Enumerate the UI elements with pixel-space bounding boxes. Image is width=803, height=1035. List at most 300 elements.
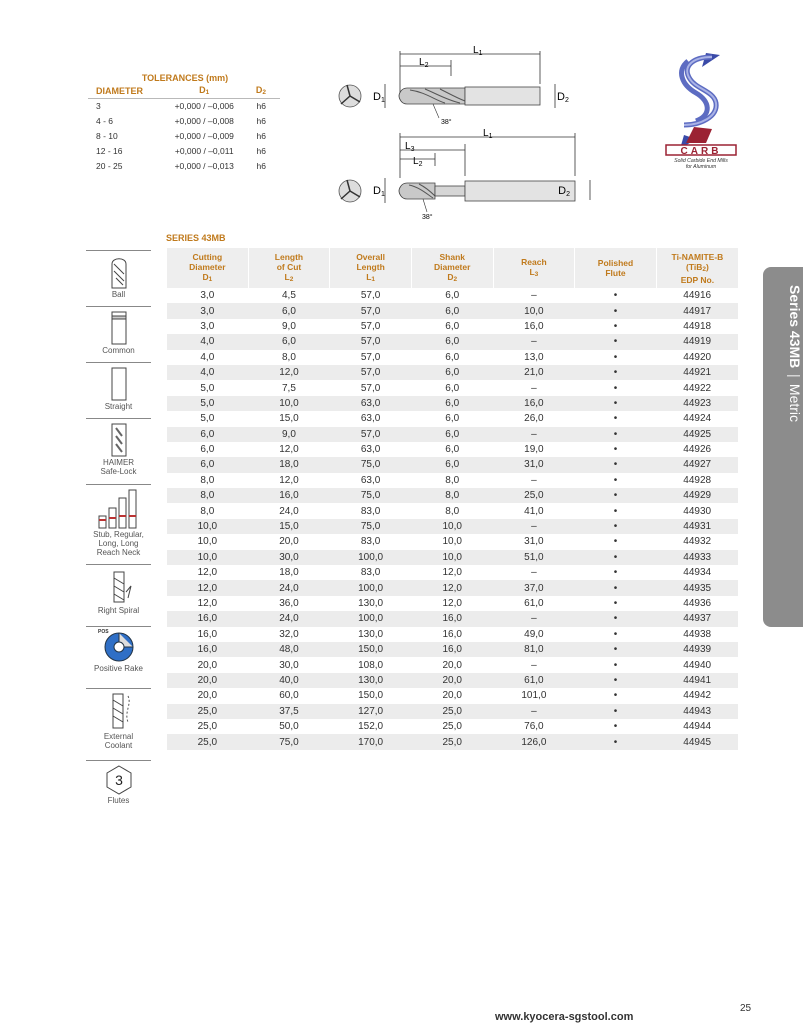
table-cell: • [613,351,618,363]
table-cell: 25,0 [197,721,218,733]
table-cell: 83,0 [360,536,381,548]
tol-row [88,99,280,115]
table-cell: 76,0 [524,721,544,733]
table-cell: 16,0 [167,642,249,657]
table-cell: 25,0 [442,721,462,733]
table-cell: 16,0 [493,396,575,411]
table-cell: 75,0 [248,734,330,749]
ball-endmill-end-view [339,85,361,107]
table-row [167,396,739,411]
table-cell: 44931 [656,519,738,534]
table-cell: 83,0 [360,505,381,517]
table-cell: 44926 [683,444,712,456]
tol-row [88,114,280,129]
table-cell: 13,0 [524,351,544,363]
table-cell: 44917 [656,303,738,318]
table-cell: 63,0 [360,413,381,425]
icon-right-spiral: Right Spiral [86,564,151,626]
reach-neck-icon [95,488,143,530]
table-cell: 44921 [656,365,738,380]
table-row [167,611,739,626]
table-cell: 32,0 [279,628,299,640]
table-cell: • [613,413,618,425]
table-cell: 16,0 [442,628,462,640]
table-cell: 3,0 [200,320,215,332]
icon-straight: Straight [86,362,151,418]
svg-text:Solid Carbide End Mills: Solid Carbide End Mills [674,158,728,164]
table-row [167,303,739,318]
table-cell: 44920 [683,351,712,363]
table-cell: 4,0 [167,334,249,349]
icon-reach: Stub, Regular, Long, Long Reach Neck [86,484,151,564]
table-cell: 37,0 [493,580,575,595]
external-coolant-icon [106,692,132,732]
table-cell: 130,0 [358,628,384,640]
table-cell: 8,0 [445,474,460,486]
table-cell: 57,0 [330,334,412,349]
svg-text:L1: $L_1$ [483,128,493,140]
table-cell: 31,0 [493,457,575,472]
table-row [167,488,739,503]
table-cell: 57,0 [360,290,381,302]
table-cell: 25,0 [493,488,575,503]
table-cell: – [493,611,575,626]
table-cell: 44934 [683,567,712,579]
table-cell: 41,0 [524,505,544,517]
table-cell: 15,0 [248,519,330,534]
table-cell: • [575,457,657,472]
table-cell: 20,0 [442,690,462,702]
table-cell: 150,0 [330,642,412,657]
table-cell: 10,0 [442,536,462,548]
table-row [167,334,739,349]
table-row [167,627,739,642]
table-cell: 6,0 [445,290,460,302]
tol-cell: 8 - 10 [96,131,118,141]
tol-cell: h6 [256,131,266,141]
positive-rake-icon [102,630,136,664]
svg-text:D2: D2 [557,91,569,104]
table-cell: • [575,673,657,688]
tol-cell: h6 [256,101,266,111]
table-cell: 44942 [683,690,712,702]
svg-text:L1: $L_1$ [473,45,483,57]
tol-cell: 3 [96,101,101,111]
header-polished-flute: Polished Flute [575,248,657,288]
straight-shank-icon [109,366,129,402]
table-cell: 44916 [683,290,712,302]
table-cell: • [613,444,618,456]
table-cell: 20,0 [197,690,218,702]
table-row [167,319,739,334]
table-cell: 44919 [656,334,738,349]
table-cell: 4,5 [282,290,296,302]
side-tab-text: Series 43MB|Metric [787,285,803,423]
table-row [167,473,739,488]
table-cell: 49,0 [524,628,544,640]
table-cell: 31,0 [524,536,544,548]
table-cell: 63,0 [360,474,381,486]
table-cell: • [575,427,657,442]
table-row [167,411,739,426]
haimer-safe-lock-icon [109,422,129,458]
table-cell: 44927 [656,457,738,472]
header-edp-no: Ti-NAMITE-B (TiB$_2$) EDP No. [656,248,738,288]
table-cell: 44941 [656,673,738,688]
table-cell: 100,0 [330,611,412,626]
table-cell: 5,0 [167,396,249,411]
tol-cell: 4 - 6 [96,116,114,126]
table-cell: 6,0 [167,427,249,442]
table-cell: 6,0 [445,320,460,332]
footer-url[interactable]: www.kyocera-sgstool.com [495,1011,634,1023]
table-cell: • [613,567,618,579]
table-cell: – [531,474,537,486]
table-cell: 63,0 [330,396,412,411]
table-cell: 8,0 [445,505,460,517]
table-cell: 4,0 [200,351,215,363]
table-cell: 6,0 [411,427,493,442]
table-cell: • [613,474,618,486]
tol-header-diameter: DIAMETER [88,84,163,99]
table-cell: 75,0 [330,519,412,534]
table-row [167,550,739,565]
table-cell: 6,0 [445,413,460,425]
table-cell: 16,0 [411,611,493,626]
table-cell: 152,0 [358,721,384,733]
table-cell: • [613,721,618,733]
table-cell: 6,0 [167,457,249,472]
table-row [167,380,739,395]
table-cell: 9,0 [282,320,296,332]
svg-text:L2: $L_2$ [419,57,429,69]
table-cell: 12,0 [248,365,330,380]
carb-logo [662,45,740,175]
table-cell: 130,0 [358,598,384,609]
table-cell: 3,0 [200,290,215,302]
table-cell: 12,0 [442,567,462,579]
header-overall-length: Overall Length $L_1$ [330,248,412,288]
series-label: SERIES 43MB [166,233,226,243]
table-row [167,565,739,580]
tol-row [88,144,280,159]
tolerances-table [88,84,280,174]
table-cell: 126,0 [493,734,575,749]
table-cell: 6,0 [411,396,493,411]
tol-cell: +0,000 / –0,008 [174,116,234,126]
table-cell: 16,0 [411,642,493,657]
table-row [167,519,739,534]
tol-header-d2: $D_2$ [246,84,280,99]
table-cell: 63,0 [360,444,381,456]
table-cell: 10,0 [197,536,218,548]
svg-text:3: 3 [114,772,123,788]
table-cell: 19,0 [524,444,544,456]
table-cell: 10,0 [411,519,493,534]
table-cell: 24,0 [279,505,299,517]
flutes-count-icon [103,764,135,796]
table-cell: 51,0 [493,550,575,565]
table-row [167,427,739,442]
table-cell: 44936 [683,598,712,609]
reach-endmill-body [399,181,575,201]
tol-cell: +0,000 / –0,009 [174,131,234,141]
table-cell: 50,0 [279,721,299,733]
table-cell: 12,0 [197,567,218,579]
table-cell: 12,0 [411,580,493,595]
table-cell: – [493,334,575,349]
table-cell: 6,0 [411,334,493,349]
table-cell: 8,0 [200,474,215,486]
table-cell: 10,0 [167,519,249,534]
svg-text:CARB: CARB [680,146,722,157]
tol-cell: 12 - 16 [96,146,123,156]
table-cell: 6,0 [445,382,460,394]
table-row [167,596,739,611]
table-cell: 18,0 [248,457,330,472]
table-cell: 16,0 [167,611,249,626]
table-cell: 44918 [683,320,712,332]
table-cell: 150,0 [358,690,384,702]
table-cell: • [613,505,618,517]
table-cell: – [493,704,575,719]
svg-text:D1: D1 [373,91,385,104]
icon-external-coolant: External Coolant [86,688,151,760]
table-cell: 21,0 [493,365,575,380]
table-cell: • [613,382,618,394]
table-cell: • [575,488,657,503]
table-cell: 8,0 [411,488,493,503]
table-cell: 26,0 [524,413,544,425]
table-cell: • [613,598,618,609]
table-cell: 15,0 [279,413,299,425]
icon-flutes: 3 Flutes [86,760,151,818]
table-cell: 81,0 [493,642,575,657]
svg-text:for Aluminum: for Aluminum [685,164,717,170]
table-cell: • [575,396,657,411]
table-row [167,288,739,303]
table-cell: 12,0 [442,598,462,609]
table-row [167,350,739,365]
icon-positive-rake: POS Positive Rake [86,626,151,688]
svg-text:D2: D2 [558,185,570,198]
table-row [167,642,739,657]
table-cell: 36,0 [279,598,299,609]
table-cell: 130,0 [330,673,412,688]
table-row [167,719,739,734]
table-cell: 10,0 [411,550,493,565]
table-cell: 16,0 [248,488,330,503]
tol-cell: 20 - 25 [96,161,123,171]
table-row [167,442,739,457]
table-cell: 44925 [656,427,738,442]
table-cell: 57,0 [330,303,412,318]
tol-cell: h6 [256,161,266,171]
tol-cell: h6 [256,116,266,126]
table-cell: • [613,290,618,302]
table-cell: 10,0 [493,303,575,318]
ball-endmill-body [399,87,540,105]
svg-text:D1: D1 [373,185,385,198]
table-cell: 6,0 [248,334,330,349]
table-cell: 20,0 [279,536,299,548]
table-cell: 16,0 [524,320,544,332]
table-cell: 6,0 [445,351,460,363]
table-cell: 57,0 [330,365,412,380]
table-cell: 18,0 [279,567,299,579]
table-row [167,657,739,672]
tol-cell: +0,000 / –0,011 [174,146,234,156]
table-cell: 6,0 [248,303,330,318]
table-cell: 44922 [683,382,712,394]
table-cell: 44932 [683,536,712,548]
table-cell: 6,0 [411,365,493,380]
table-cell: 44939 [656,642,738,657]
table-cell: 20,0 [411,673,493,688]
table-cell: 44945 [656,734,738,749]
header-cutting-diameter: Cutting Diameter $D_1$ [167,248,249,288]
table-cell: 44929 [656,488,738,503]
table-cell: 25,0 [167,704,249,719]
tol-cell: h6 [256,146,266,156]
table-cell: 44937 [656,611,738,626]
header-length-of-cut: Length of Cut $L_2$ [248,248,330,288]
table-cell: 9,0 [248,427,330,442]
table-cell: 44935 [656,580,738,595]
table-cell: • [575,334,657,349]
table-cell: 12,0 [167,580,249,595]
icon-ball: Ball [86,250,151,306]
table-cell: 44933 [656,550,738,565]
icon-haimer: HAIMER Safe-Lock [86,418,151,484]
table-cell: 12,0 [279,444,299,456]
table-cell: 5,0 [200,413,215,425]
table-row [167,503,739,518]
tol-cell: +0,000 / –0,006 [174,101,234,111]
table-cell: 25,0 [167,734,249,749]
tol-row [88,159,280,174]
reach-endmill-diagram [335,128,585,223]
table-cell: 44940 [683,659,712,671]
common-shank-icon [109,310,129,346]
product-table [166,248,738,750]
table-cell: • [575,550,657,565]
table-cell: 25,0 [411,734,493,749]
table-cell: • [575,303,657,318]
svg-text:L3: $L_3$ [405,141,415,153]
table-cell: 44930 [683,505,712,517]
page-number: 25 [740,1003,752,1014]
table-cell: • [575,704,657,719]
table-cell: • [613,690,618,702]
tol-cell: +0,000 / –0,013 [174,161,234,171]
table-cell: 108,0 [358,659,384,671]
table-cell: 12,0 [279,474,299,486]
table-cell: 12,0 [197,598,218,609]
feature-icons [86,250,151,818]
table-cell: 8,0 [282,351,296,363]
table-cell: 44928 [683,474,712,486]
table-cell: 5,0 [200,382,215,394]
table-cell: 6,0 [200,444,215,456]
table-cell: – [531,382,537,394]
table-cell: 101,0 [521,690,547,702]
table-row [167,734,739,749]
table-row [167,704,739,719]
table-row [167,457,739,472]
svg-text:38°: 38° [422,214,433,221]
table-cell: 57,0 [360,351,381,363]
table-cell: 44943 [656,704,738,719]
table-cell: 16,0 [197,628,218,640]
tol-header-d1: $D_1$ [163,84,246,99]
table-cell: 61,0 [493,673,575,688]
table-cell: 57,0 [360,320,381,332]
table-cell: 57,0 [360,382,381,394]
table-cell: 83,0 [360,567,381,579]
table-row [167,580,739,595]
table-cell: • [575,519,657,534]
table-cell: 44923 [656,396,738,411]
table-row [167,534,739,549]
table-cell: 7,5 [282,382,296,394]
table-cell: 100,0 [330,580,412,595]
reach-endmill-end-view [339,180,361,202]
table-cell: 20,0 [197,659,218,671]
table-cell: 40,0 [248,673,330,688]
ball-endmill-icon [109,254,129,290]
table-cell: 75,0 [330,488,412,503]
table-cell: 6,0 [411,303,493,318]
table-cell: 10,0 [167,550,249,565]
icon-common: Common [86,306,151,362]
table-cell: 44938 [683,628,712,640]
table-cell: • [575,580,657,595]
table-cell: 10,0 [248,396,330,411]
tolerances-title: TOLERANCES (mm) [141,73,229,83]
table-cell: 170,0 [330,734,412,749]
table-cell: • [613,536,618,548]
table-cell: 6,0 [445,444,460,456]
table-cell: 61,0 [524,598,544,609]
table-cell: 48,0 [248,642,330,657]
header-shank-diameter: Shank Diameter $D_2$ [411,248,493,288]
table-cell: • [575,365,657,380]
table-cell: 30,0 [279,659,299,671]
table-cell: 100,0 [330,550,412,565]
table-cell: – [531,567,537,579]
table-cell: 8,0 [167,488,249,503]
tol-row [88,129,280,144]
right-spiral-icon [104,568,134,606]
table-cell: 127,0 [330,704,412,719]
table-cell: 25,0 [411,704,493,719]
table-cell: 24,0 [248,611,330,626]
table-cell: – [493,519,575,534]
table-cell: 44924 [683,413,712,425]
header-reach: Reach $L_3$ [493,248,575,288]
table-cell: 4,0 [167,365,249,380]
table-cell: – [493,427,575,442]
table-row [167,365,739,380]
table-cell: • [613,628,618,640]
table-cell: 3,0 [167,303,249,318]
table-cell: – [531,659,537,671]
svg-text:L2: $L_2$ [413,156,423,168]
side-tab [763,267,803,627]
table-cell: • [613,659,618,671]
table-cell: 60,0 [279,690,299,702]
